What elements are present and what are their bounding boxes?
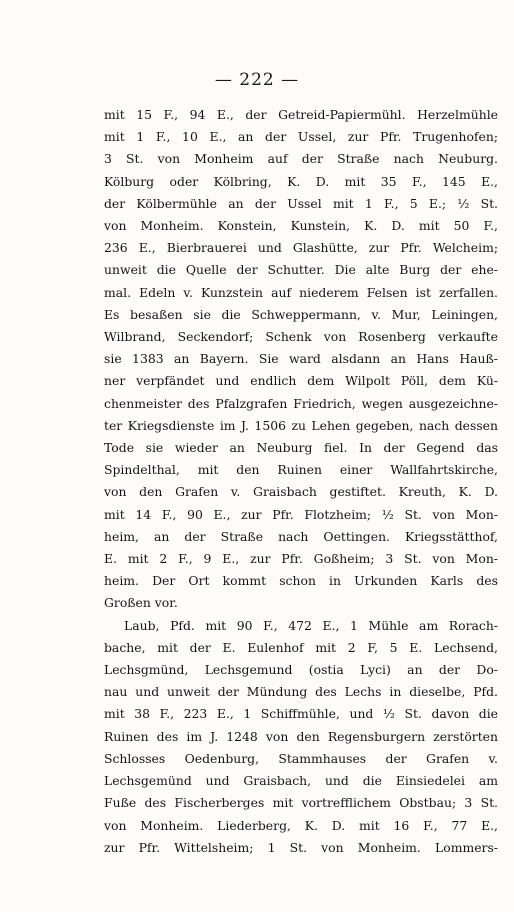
text-line: von Monheim. Liederberg, K. D. mit 16 F., 77 E.,: [104, 817, 498, 833]
text-line: 236 E., Bierbrauerei und Glashütte, zur Pfr. Welcheim;: [104, 240, 498, 256]
text-line: chenmeister des Pfalzgrafen Friedrich, wegen ausgezeichne-: [104, 395, 498, 411]
text-line: mit 38 F., 223 E., 1 Schiffmühle, und ½ St. davon die: [104, 706, 498, 722]
text-line: Laub, Pfd. mit 90 F., 472 E., 1 Mühle am Rorach-: [124, 617, 498, 633]
text-line: E. mit 2 F., 9 E., zur Pfr. Goßheim; 3 St. von Mon-: [104, 551, 498, 567]
text-line: sie 1383 an Bayern. Sie ward alsdann an Hans Hauß-: [104, 351, 498, 367]
text-line: nau und unweit der Mündung des Lechs in dieselbe, Pfd.: [104, 684, 498, 700]
text-line: von den Grafen v. Graisbach gestiftet. Kreuth, K. D.: [104, 484, 498, 500]
text-line: Ruinen des im J. 1248 von den Regensburgern zerstörten: [104, 728, 498, 744]
text-line: heim, an der Straße nach Oettingen. Kriegsstätthof,: [104, 528, 498, 544]
text-line: 3 St. von Monheim auf der Straße nach Neuburg.: [104, 151, 498, 167]
text-line: mal. Edeln v. Kunzstein auf niederem Felsen ist zerfallen.: [104, 284, 498, 300]
text-line: Lechsgmünd, Lechsgemund (ostia Lyci) an der Do-: [104, 662, 498, 678]
text-line: von Monheim. Konstein, Kunstein, K. D. mit 50 F.,: [104, 218, 498, 234]
text-line: Großen vor.: [104, 595, 178, 611]
text-line: unweit die Quelle der Schutter. Die alte Burg der ehe-: [104, 262, 498, 278]
text-line: ter Kriegsdienste im J. 1506 zu Lehen gegeben, nach dessen: [104, 417, 498, 433]
page-number: — 222 —: [214, 70, 300, 90]
text-line: mit 1 F., 10 E., an der Ussel, zur Pfr. Trugenhofen;: [104, 129, 498, 145]
text-line: Fuße des Fischerberges mit vortrefflichem Obstbau; 3 St.: [104, 795, 498, 811]
text-line: heim. Der Ort kommt schon in Urkunden Karls des: [104, 573, 498, 589]
text-line: Lechsgemünd und Graisbach, und die Einsiedelei am: [104, 773, 498, 789]
text-line: Wilbrand, Seckendorf; Schenk von Rosenberg verkaufte: [104, 329, 498, 345]
text-line: zur Pfr. Wittelsheim; 1 St. von Monheim. Lommers-: [104, 839, 498, 855]
text-line: der Kölbermühle an der Ussel mit 1 F., 5 E.; ½ St.: [104, 195, 498, 211]
text-line: mit 14 F., 90 E., zur Pfr. Flotzheim; ½ St. von Mon-: [104, 506, 498, 522]
text-line: ner verpfändet und endlich dem Wilpolt Pöll, dem Kü-: [104, 373, 498, 389]
text-line: Es besaßen sie die Schweppermann, v. Mur, Leiningen,: [104, 306, 498, 322]
body-text: [104, 104, 498, 859]
text-line: Kölburg oder Kölbring, K. D. mit 35 F., 145 E.,: [104, 173, 498, 189]
text-line: bache, mit der E. Eulenhof mit 2 F, 5 E. Lechsend,: [104, 639, 498, 655]
text-line: Spindelthal, mit den Ruinen einer Wallfahrtskirche,: [104, 462, 498, 478]
text-line: mit 15 F., 94 E., der Getreid-Papiermühl. Herzelmühle: [104, 107, 498, 122]
text-line: Tode sie wieder an Neuburg fiel. In der Gegend das: [104, 440, 498, 456]
text-line: Schlosses Oedenburg, Stammhauses der Grafen v.: [104, 750, 498, 766]
